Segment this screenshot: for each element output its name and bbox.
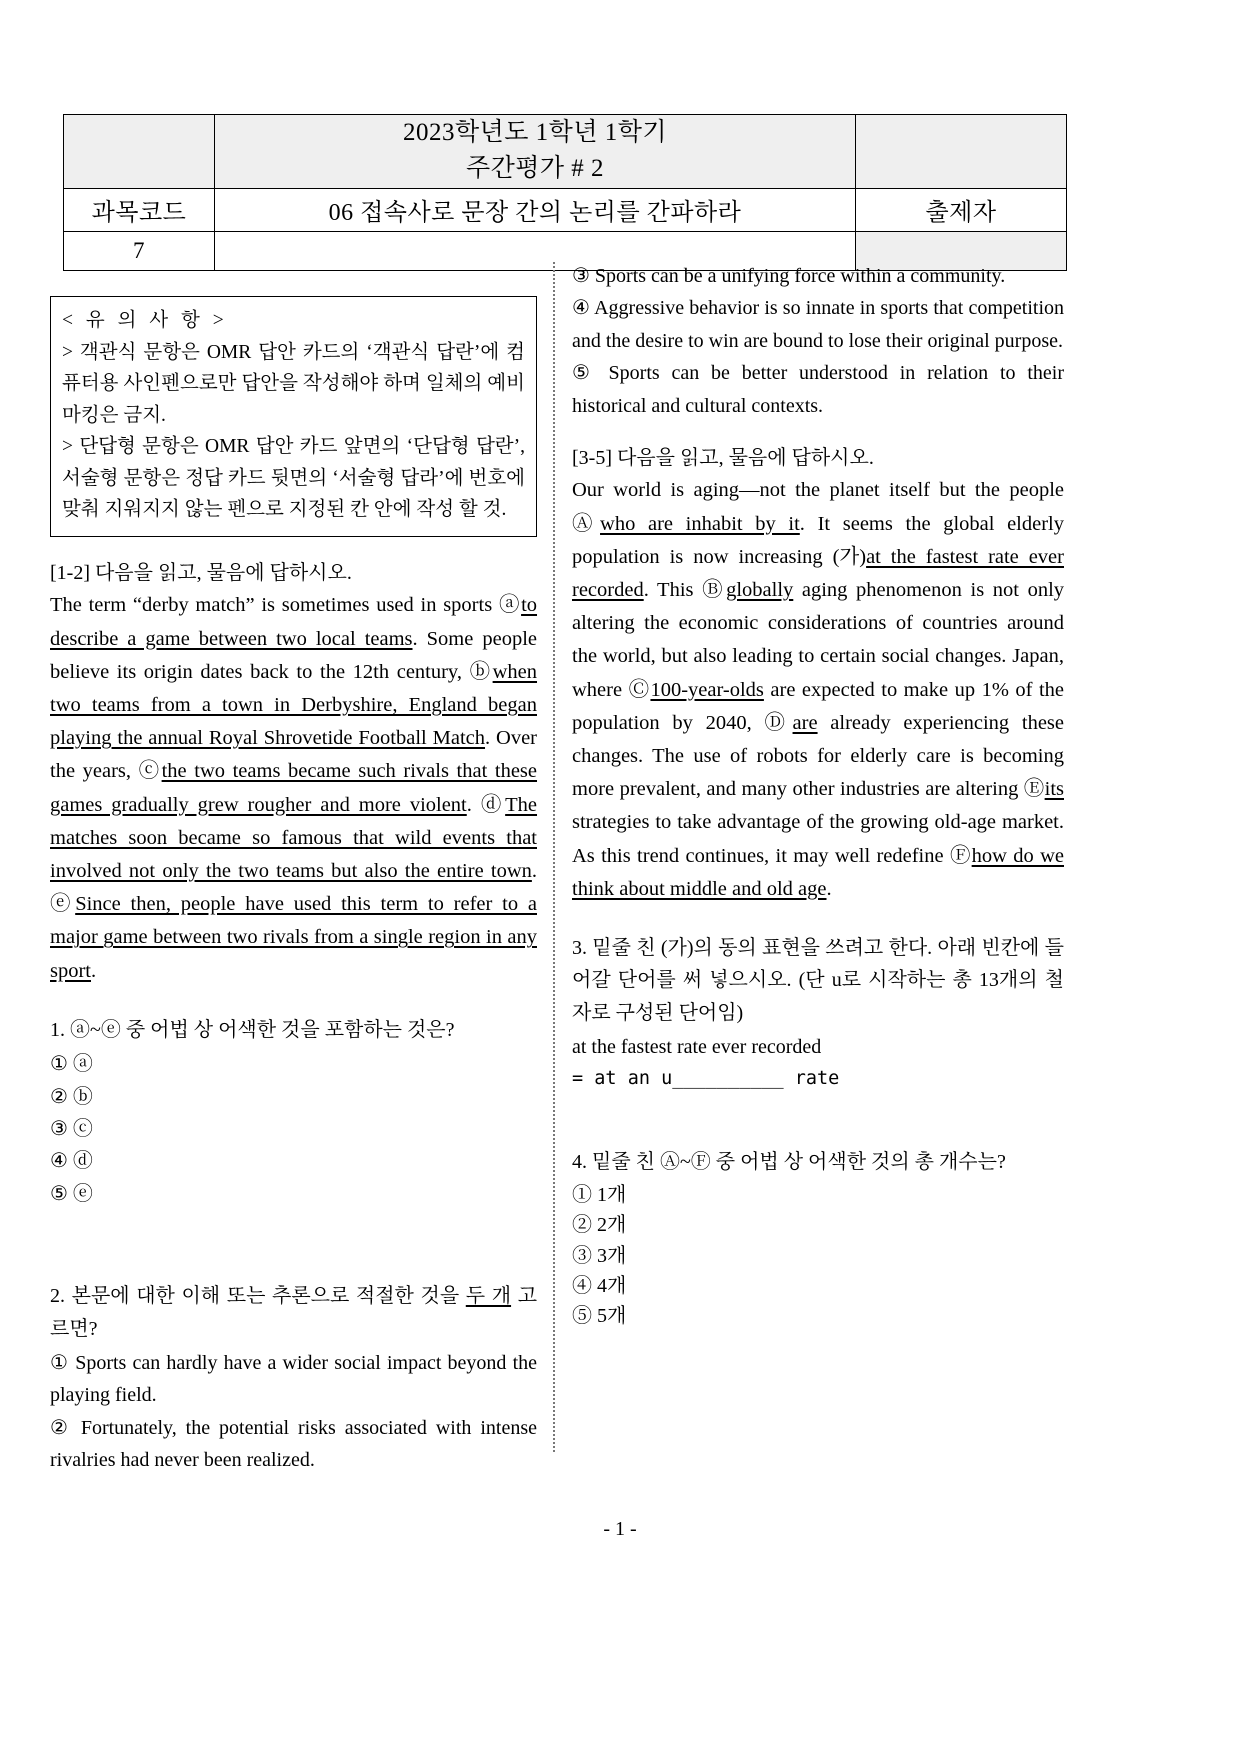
passage2-text-4: aging phenomenon is not only altering the economic considerations of countries around the world, but also leading to certain social changes. Japan, where [572, 578, 1065, 701]
passage2-text-3: . This [643, 578, 703, 601]
question-3-body [572, 1031, 1064, 1093]
q2-option-4[interactable]: ④ Aggressive behavior is so innate in sports that competition and the desire to win are bound to lose their original purpose. [572, 297, 1064, 352]
question-4-options [572, 1180, 1064, 1332]
passage1-text-4: . [466, 793, 481, 816]
passage1-text-2: . Some people believe its origin dates back to the 12th century, [50, 627, 537, 683]
question-4-stem: 4. 밑줄 친 Ⓐ~Ⓕ 중 어법 상 어색한 것의 총 개수는? [572, 1150, 1006, 1173]
q4-option-5[interactable]: ⑤ 5개 [572, 1305, 627, 1328]
passage2-underline-C: 100-year-olds [650, 678, 764, 701]
marker-ga-label: (가) [832, 545, 867, 568]
q1-option-4[interactable]: ④ ⓓ [50, 1150, 93, 1173]
marker-C-icon: Ⓒ [628, 678, 651, 701]
q1-option-1[interactable]: ① ⓐ [50, 1053, 93, 1076]
notice-title: < 유 의 사 항 > [62, 310, 228, 331]
question-2-stem [50, 1280, 537, 1345]
marker-A-icon: Ⓐ [572, 512, 601, 535]
q2-option-2[interactable]: ② Fortunately, the potential risks associated with intense rivalries had never been realized. [50, 1416, 537, 1472]
q1-option-3[interactable]: ③ ⓒ [50, 1118, 93, 1141]
header-cell-empty-right [856, 115, 1067, 189]
header-subject-row [64, 188, 1067, 231]
passage1-underline-e: Since then, people have used this term to refer to a major game between two rivals from a single region in any sport [50, 893, 537, 982]
marker-e-icon: ⓔ [50, 893, 76, 916]
q2-stem-post: 고르면? [50, 1285, 538, 1340]
passage2-text-7: strategies to take advantage of the growing old-age market. As this trend continues, it may well redefine [572, 811, 1064, 867]
subject-code-value: 7 [64, 231, 215, 270]
page-number: - 1 - [603, 1518, 637, 1540]
q2-stem-pre: 2. 본문에 대한 이해 또는 추론으로 적절한 것을 [50, 1285, 466, 1308]
set1-instruction: [1-2] 다음을 읽고, 물음에 답하시오. [50, 562, 352, 585]
marker-D-icon: Ⓓ [764, 711, 793, 734]
spacer-after-q3 [572, 1094, 1064, 1120]
lesson-title: 06 접속사로 문장 간의 논리를 간파하라 [215, 188, 856, 231]
passage1-underline-d: The matches soon became so famous that wild events that involved not only the two teams but also the entire town [50, 793, 538, 883]
set1-passage [50, 589, 537, 987]
passage2-underline-F: how do we think about middle and old age [572, 844, 1064, 900]
question-1-stem: 1. ⓐ~ⓔ 중 어법 상 어색한 것을 포함하는 것은? [50, 1018, 455, 1041]
question-2-options-right [572, 260, 1064, 422]
q2-option-1[interactable]: ① Sports can hardly have a wider social impact beyond the playing field. [50, 1352, 537, 1407]
notice-line-2: > 단답형 문항은 OMR 답안 카드 앞면의 ‘단답형 답란’, 서술형 문항은 정답 카드 뒷면의 ‘서술형 답라’에 번호에 맞춰 지워지지 않는 펜으로 지정된 칸 안에 작성 할 것. [62, 436, 525, 521]
marker-F-icon: Ⓕ [949, 844, 972, 867]
set2-passage [572, 474, 1064, 906]
marker-E-icon: Ⓔ [1023, 778, 1045, 801]
question-2-options-left [50, 1347, 537, 1477]
exam-title-line1: 2023학년도 1학년 1학기 [402, 119, 668, 146]
q1-option-2[interactable]: ② ⓑ [50, 1085, 93, 1108]
header-title-row [64, 115, 1067, 189]
passage1-text-1: The term “derby match” is sometimes used in sports [50, 594, 499, 617]
marker-b-icon: ⓑ [469, 660, 493, 683]
passage2-text-6: already experiencing these changes. The use of robots for elderly care is becoming more prevalent, and many other industries are altering [572, 711, 1065, 801]
q4-option-4[interactable]: ④ 4개 [572, 1275, 627, 1298]
column-divider [553, 262, 555, 1452]
passage2-underline-ga: at the fastest rate ever recorded [572, 545, 1064, 601]
header-cell-empty-left [64, 115, 215, 189]
passage1-text-6: . [91, 959, 97, 982]
question-3-stem: 3. 밑줄 친 (가)의 동의 표현을 쓰려고 한다. 아래 빈칸에 들어갈 단어를 써 넣으시오. (단 u로 시작하는 총 13개의 철자로 구성된 단어임) [572, 936, 1064, 1024]
q4-option-2[interactable]: ② 2개 [572, 1214, 627, 1237]
question-1-options [50, 1048, 537, 1210]
set2-instruction: [3-5] 다음을 읽고, 물음에 답하시오. [572, 446, 874, 469]
passage2-underline-A: who are inhabit by it [600, 512, 800, 535]
q4-option-1[interactable]: ① 1개 [572, 1183, 627, 1206]
marker-a-icon: ⓐ [498, 594, 522, 617]
q2-option-5[interactable]: ⑤ Sports can be better understood in relation to their historical and cultural contexts. [572, 362, 1064, 417]
passage2-text-5: are expected to make up 1% of the population by 2040, [572, 678, 1064, 734]
subject-code-label: 과목코드 [64, 188, 215, 231]
passage2-underline-B: globally [726, 578, 794, 601]
right-column [572, 258, 1064, 1332]
passage1-underline-b: when two teams from a town in Derbyshire, England began playing the annual Royal Shrovetide Football Match [50, 660, 538, 750]
q2-stem-emphasis: 두 개 [465, 1285, 512, 1308]
passage2-underline-D: are [792, 711, 818, 734]
marker-B-icon: Ⓑ [702, 578, 727, 601]
q4-option-3[interactable]: ③ 3개 [572, 1244, 627, 1267]
q3-answer-blank[interactable]: = at an u__________ rate [572, 1067, 840, 1089]
author-label: 출제자 [856, 188, 1067, 231]
spacer-after-q1 [50, 1210, 537, 1254]
passage2-text-8: . [826, 877, 832, 900]
q2-option-3[interactable]: ③ Sports can be a unifying force within a community. [572, 265, 1006, 287]
exam-header-table [63, 114, 1067, 271]
left-column [50, 296, 537, 1477]
header-cell-title [215, 115, 856, 189]
marker-d-icon: ⓓ [480, 793, 506, 816]
passage1-text-5: . [531, 860, 537, 883]
passage2-text-2: . It seems the global elderly population is now increasing [572, 512, 1065, 568]
passage1-underline-a: to describe a game between two local teams [50, 594, 538, 650]
notice-line-1: > 객관식 문항은 OMR 답안 카드의 ‘객관식 답란’에 컴퓨터용 사인펜으로만 답안을 작성해야 하며 일체의 예비마킹은 금지. [62, 341, 525, 426]
exam-title-line2: 주간평가 # 2 [465, 155, 605, 183]
passage1-text-3: . Over the years, [50, 727, 538, 783]
passage1-underline-c: the two teams became such rivals that these games gradually grew rougher and more violent [50, 760, 538, 816]
passage2-text-1: Our world is aging—not the planet itself but the people [572, 479, 1064, 502]
q3-given-phrase: at the fastest rate ever recorded [572, 1036, 822, 1059]
q1-option-5[interactable]: ⑤ ⓔ [50, 1182, 93, 1205]
passage2-underline-E: its [1044, 778, 1064, 801]
notice-box [50, 296, 537, 537]
marker-c-icon: ⓒ [138, 760, 162, 783]
